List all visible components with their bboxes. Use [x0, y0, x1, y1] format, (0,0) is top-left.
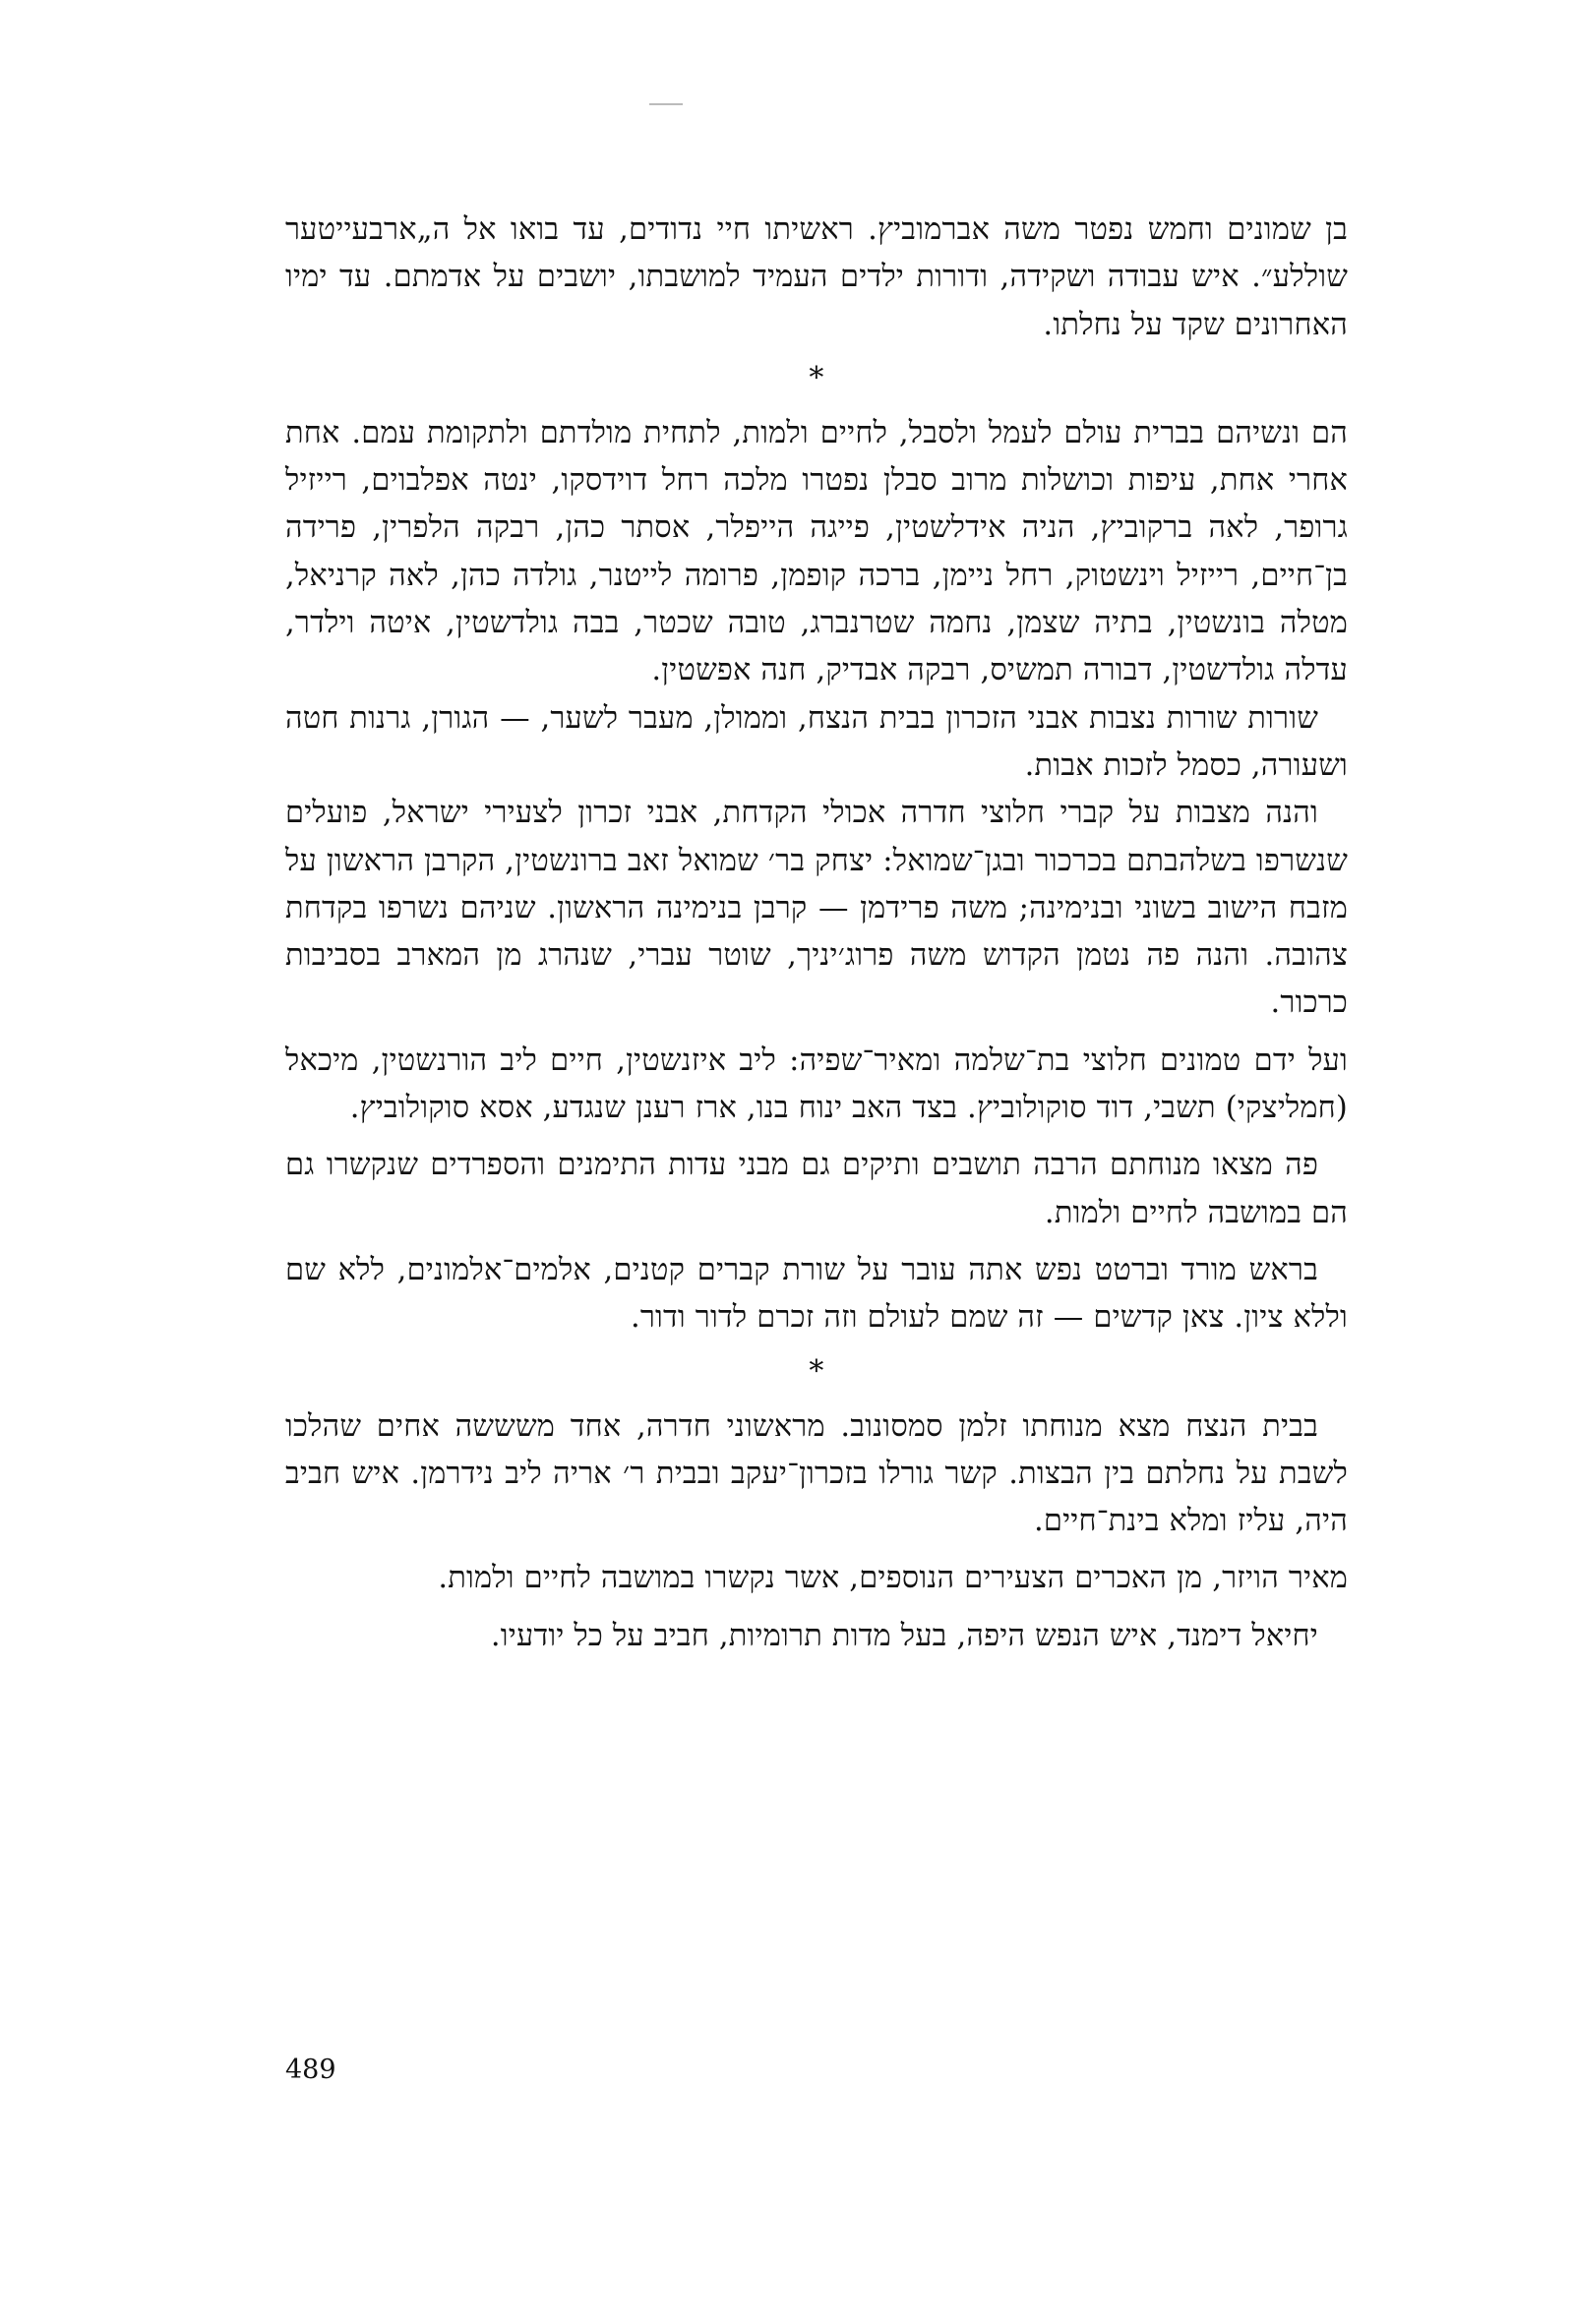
page-number: 489: [285, 2055, 336, 2085]
section-separator-1: *: [809, 360, 824, 395]
paragraph-hadera-pioneers: והנה מצבות על קברי חלוצי חדרה אכולי הקדחת, אבני זכרון לצעירי ישראל, פועלים שנשרפו בשלהבתם בכרכור ובגן־שמואל: יצחק בר׳ שמואל זאב ברונשטין, הקרבן הראשון על מזבח הישוב בשוני ובנימינה; משה פרידמן — קרבן בנימינה הראשון. שניהם נשרפו בקדחת צהובה. והנה פה נטמן הקדוש משה פרוג׳יניך, שוטר עברי, שנהרג מן המארב בסביבות כרכור.: [285, 796, 1348, 1021]
paragraph-bat-shlomo-pioneers: ועל ידם טמונים חלוצי בת־שלמה ומאיר־שפיה: ליב איזנשטין, חיים ליב הורנשטין, מיכאל (חמליצקי) תשבי, דוד סוקולוביץ. בצד האב ינוח בנו, ארז רענן שנגדע, אסא סוקולוביץ.: [285, 1043, 1348, 1126]
paragraph-gravestones: שורות שורות נצבות אבני הזכרון בבית הנצח, וממולן, מעבר לשער, — הגורן, גרנות חטה ושעורה, כסמל לזכות אבות.: [285, 700, 1348, 783]
paragraph-women-list: הם ונשיהם בברית עולם לעמל ולסבל, לחיים ולמות, לתחית מולדתם ולתקומת עמם. אחת אחרי אחת, עיפות וכושלות מרוב סבלן נפטרו מלכה רחל דוידסקו, ינטה אפלבוים, רייזיל גרופר, לאה ברקוביץ, הניה אידלשטין, פייגה הייפלר, אסתר כהן, רבקה הלפרין, פרידה בן־חיים, רייזיל וינשטוק, רחל ניימן, ברכה קופמן, פרומה לייטנר, גולדה כהן, לאה קרניאל, מטלה בונשטין, בתיה שצמן, נחמה שטרנברג, טובה שכטר, בבה גולדשטין, איטה וילדר, עדלה גולדשטין, דבורה תמשיס, רבקה אבדיק, חנה אפשטין.: [285, 415, 1348, 688]
paragraph-abramovich: בן שמונים וחמש נפטר משה אברמוביץ. ראשיתו חיי נדודים, עד בואו אל ה„ארבעייטער שוללע״. איש עבודה ושקידה, ודורות ילדים העמיד למושבתו, יושבים על אדמתם. עד ימיו האחרונים שקד על נחלתו.: [285, 212, 1348, 342]
paragraph-meir-hoyzer: מאיר הויזר, מן האכרים הצעירים הנוספים, אשר נקשרו במושבה לחיים ולמות.: [438, 1561, 1348, 1596]
scan-artifact-mark: [649, 103, 683, 105]
body-text: [285, 207, 1348, 1660]
paragraph-samsonov: בבית הנצח מצא מנוחתו זלמן סמסונוב. מראשוני חדרה, אחד משששה אחים שהלכו לשבת על נחלתם בין הבצות. קשר גורלו בזכרון־יעקב ובבית ר׳ אריה ליב נידרמן. איש חביב היה, עליז ומלא בינת־חיים.: [285, 1408, 1348, 1539]
paragraph-yemenite-sephardi: פה מצאו מנוחתם הרבה תושבים ותיקים גם מבני עדות התימנים והספרדים שנקשרו גם הם במושבה לחיים ולמות.: [285, 1148, 1348, 1230]
paragraph-yechiel-dimand: יחיאל דימנד, איש הנפש היפה, בעל מדות תרומיות, חביב על כל יודעיו.: [490, 1618, 1318, 1653]
section-separator-2: *: [809, 1353, 824, 1389]
paragraph-small-graves: בראש מורד וברטט נפש אתה עובר על שורת קברים קטנים, אלמים־אלמונים, ללא שם וללא ציון. צאן קדשים — זה שמם לעולם וזה זכרם לדור ודור.: [285, 1252, 1348, 1336]
